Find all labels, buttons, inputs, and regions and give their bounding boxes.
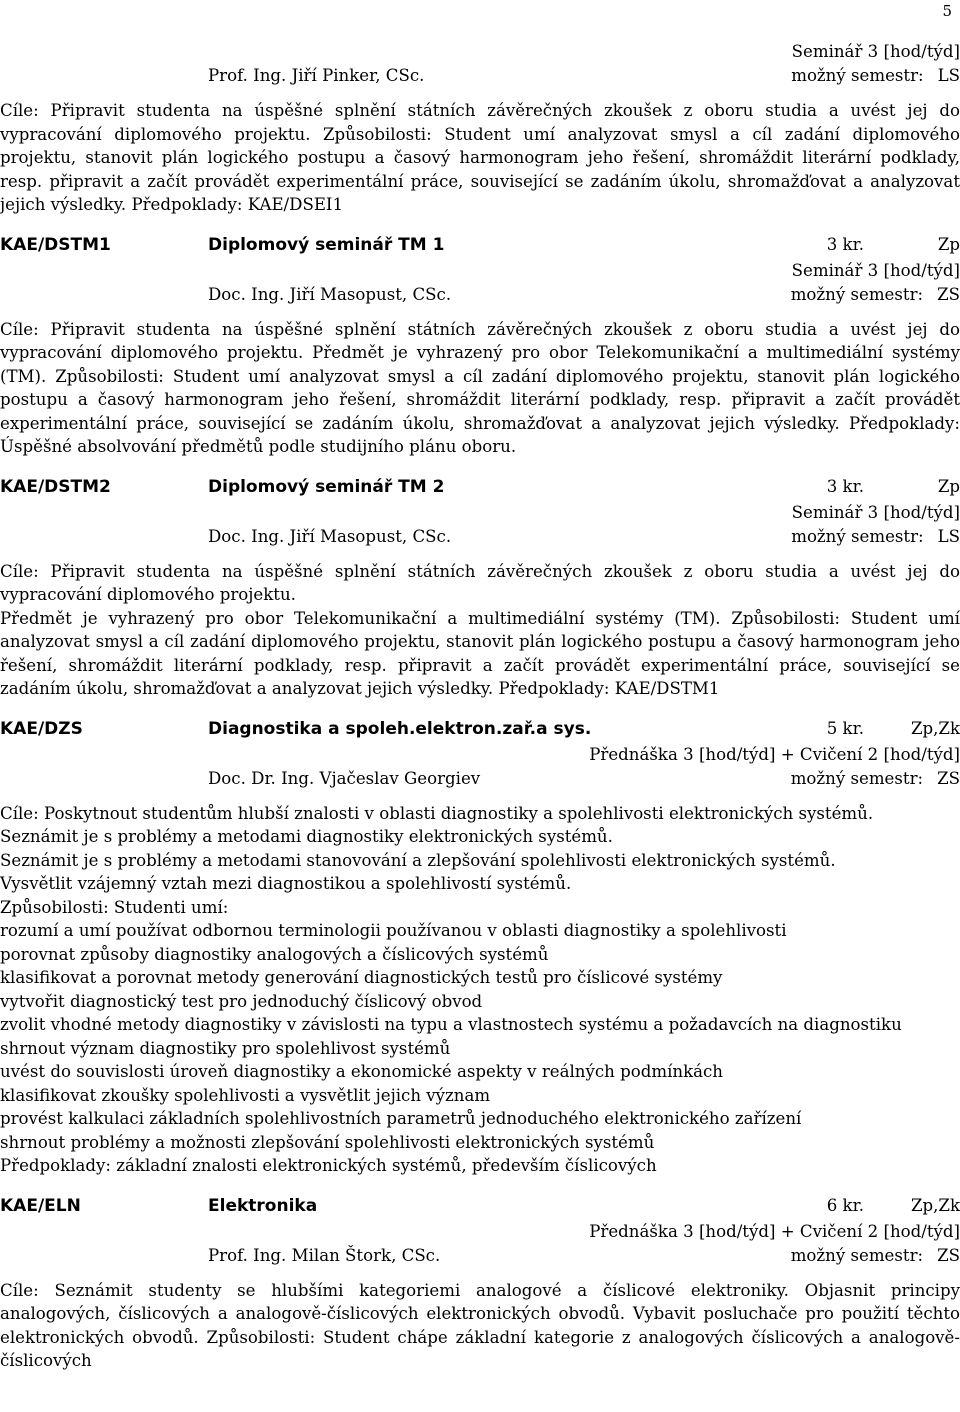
- page-content: [0, 40, 960, 1373]
- course-header: [0, 233, 960, 259]
- description-line: Předpoklady: základní znalosti elektronických systémů, především číslicových: [0, 1156, 657, 1175]
- course-code: KAE/DZS: [0, 718, 83, 739]
- lecturer: Prof. Ing. Milan Štork, CSc.: [208, 1245, 441, 1265]
- semester: [791, 283, 960, 307]
- semester-value: LS: [937, 526, 960, 546]
- description-line: rozumí a umí používat odbornou terminologii používanou v oblasti diagnostiky a spolehlivosti: [0, 921, 787, 940]
- description-line: vytvořit diagnostický test pro jednoduchý číslicový obvod: [0, 991, 483, 1011]
- lecturer-row: [0, 64, 960, 88]
- course-code: KAE/DSTM1: [0, 234, 111, 255]
- course-name: Diplomový seminář TM 1: [208, 234, 445, 255]
- semester-label: možný semestr:: [791, 66, 924, 85]
- course-code: KAE/DSTM2: [0, 476, 111, 497]
- semester: [791, 767, 960, 791]
- semester: [791, 64, 960, 88]
- description-line: shrnout problémy a možnosti zlepšování spolehlivosti elektronických systémů: [0, 1132, 655, 1152]
- course-completion: Zp: [937, 234, 960, 254]
- description-line: provést kalkulaci základních spolehlivostních parametrů jednoduchého elektronického zařízení: [0, 1109, 802, 1128]
- description-text: Cíle: Seznámit studenty se hlubšími kategoriemi analogové a číslicové elektroniky. Objasnit principy analogových, číslicových a analogově-číslicových elektronických obvodů. Vybavit posluchače pro použití těchto elektronických obvodů. Způsobilosti: Student chápe základní kategorie z analogových číslicových a analogově-číslicových: [0, 1280, 960, 1370]
- semester: [791, 1244, 960, 1268]
- hours-row: [0, 259, 960, 283]
- lecturer-row: [0, 1244, 960, 1268]
- description-line: Seznámit je s problémy a metodami diagnostiky elektronických systémů.: [0, 827, 613, 846]
- semester-label: možný semestr:: [790, 1245, 924, 1265]
- hours-row: [0, 40, 960, 64]
- lecturer: Prof. Ing. Jiří Pinker, CSc.: [208, 66, 425, 85]
- course-completion: Zp,Zk: [910, 718, 960, 738]
- description-line: klasifikovat a porovnat metody generování diagnostických testů pro číslicové systémy: [0, 968, 723, 987]
- course-kae-dstm2: [0, 475, 960, 701]
- description-line: shrnout význam diagnostiky pro spolehlivost systémů: [0, 1038, 451, 1058]
- semester-value: ZS: [937, 284, 960, 304]
- semester: [791, 525, 960, 549]
- course-description: [0, 99, 960, 217]
- semester-value: ZS: [937, 768, 960, 788]
- course-credits: 6 kr.: [826, 1195, 864, 1215]
- description-line: Seznámit je s problémy a metodami stanovování a zlepšování spolehlivosti elektronických systémů.: [0, 850, 836, 870]
- course-completion: Zp: [937, 476, 960, 496]
- course-description: [0, 318, 960, 459]
- course-description: [0, 1279, 960, 1373]
- lecturer: Doc. Dr. Ing. Vjačeslav Georgiev: [208, 768, 481, 788]
- course-name: Diagnostika a spoleh.elektron.zař.a sys.: [208, 718, 592, 739]
- description-line: Způsobilosti: Studenti umí:: [0, 897, 229, 917]
- course-block-continued: [0, 40, 960, 217]
- description-line: Cíle: Poskytnout studentům hlubší znalosti v oblasti diagnostiky a spolehlivosti elektronických systémů.: [0, 803, 874, 823]
- description-line: Předmět je vyhrazený pro obor Telekomunikační a multimediální systémy (TM). Způsobilosti: Student umí analyzovat smysl a cíl zadání diplomového projektu, stanovit plán logického postupu a časový harmonogram jeho řešení, shromáždit literární podklady, resp. připravit a začít provádět experimentální práce, související se zadáním úkolu, shromažďovat a analyzovat jejich výsledky. Předpoklady: KAE/DSTM1: [0, 608, 960, 698]
- hours: Seminář 3 [hod/týd]: [791, 502, 960, 522]
- description-text: Cíle: Připravit studenta na úspěšné splnění státních závěrečných zkoušek z oboru studia a uvést jej do vypracování diplomového projektu. Způsobilosti: Student umí analyzovat smysl a cíl zadání diplomového projektu, stanovit plán logického postupu a časový harmonogram jeho řešení, shromáždit literární podklady, resp. připravit a začít provádět experimentální práce, související se zadáním úkolu, shromažďovat a analyzovat jejich výsledky. Předpoklady: KAE/DSEI1: [0, 101, 960, 214]
- semester-value: LS: [937, 66, 960, 85]
- course-header: [0, 717, 960, 743]
- course-credits: 3 kr.: [826, 234, 864, 254]
- hours: Přednáška 3 [hod/týd] + Cvičení 2 [hod/týd]: [589, 1221, 960, 1241]
- course-header: [0, 475, 960, 501]
- description-line: Vysvětlit vzájemný vztah mezi diagnostikou a spolehlivostí systémů.: [0, 874, 572, 893]
- course-credits: 5 kr.: [826, 718, 864, 738]
- lecturer-row: [0, 283, 960, 307]
- hours: Seminář 3 [hod/týd]: [791, 260, 960, 280]
- course-credits: 3 kr.: [826, 476, 864, 496]
- semester-label: možný semestr:: [791, 526, 924, 546]
- course-code: KAE/ELN: [0, 1195, 81, 1216]
- course-description: [0, 560, 960, 701]
- hours: Přednáška 3 [hod/týd] + Cvičení 2 [hod/týd]: [589, 744, 960, 764]
- description-text: Cíle: Připravit studenta na úspěšné splnění státních závěrečných zkoušek z oboru studia a uvést jej do vypracování diplomového projektu. Předmět je vyhrazený pro obor Telekomunikační a multimediální systémy (TM). Způsobilosti: Student umí analyzovat smysl a cíl zadání diplomového projektu, stanovit plán logického postupu a časový harmonogram jeho řešení, shromáždit literární podklady, resp. připravit a začít provádět experimentální práce, související se zadáním úkolu, shromažďovat a analyzovat jejich výsledky. Předpoklady: Úspěšné absolvování předmětů podle studijního plánu oboru.: [0, 319, 960, 456]
- course-description: [0, 802, 960, 1178]
- lecturer: Doc. Ing. Jiří Masopust, CSc.: [208, 284, 452, 304]
- semester-label: možný semestr:: [790, 284, 924, 304]
- description-line: klasifikovat zkoušky spolehlivosti a vysvětlit jejich význam: [0, 1085, 491, 1105]
- description-line: zvolit vhodné metody diagnostiky v závislosti na typu a vlastnostech systému a požadavcích na diagnostiku: [0, 1015, 902, 1034]
- lecturer: Doc. Ing. Jiří Masopust, CSc.: [208, 526, 452, 546]
- semester-value: ZS: [937, 1245, 960, 1265]
- course-kae-eln: [0, 1194, 960, 1373]
- lecturer-row: [0, 767, 960, 791]
- course-kae-dzs: [0, 717, 960, 1178]
- course-kae-dstm1: [0, 233, 960, 459]
- course-name: Elektronika: [208, 1195, 318, 1216]
- description-line: porovnat způsoby diagnostiky analogových a číslicových systémů: [0, 944, 549, 964]
- hours-row: [0, 501, 960, 525]
- page-number: 5: [942, 2, 952, 20]
- course-completion: Zp,Zk: [910, 1195, 960, 1215]
- hours-row: [0, 1220, 960, 1244]
- hours-row: [0, 743, 960, 767]
- semester-label: možný semestr:: [790, 768, 924, 788]
- lecturer-row: [0, 525, 960, 549]
- description-line: uvést do souvislosti úroveň diagnostiky a ekonomické aspekty v reálných podmínkách: [0, 1062, 723, 1081]
- course-header: [0, 1194, 960, 1220]
- description-line: Cíle: Připravit studenta na úspěšné splnění státních závěrečných zkoušek z oboru studia a uvést jej do vypracování diplomového projektu.: [0, 561, 960, 604]
- course-name: Diplomový seminář TM 2: [208, 476, 445, 497]
- hours: Seminář 3 [hod/týd]: [791, 42, 960, 61]
